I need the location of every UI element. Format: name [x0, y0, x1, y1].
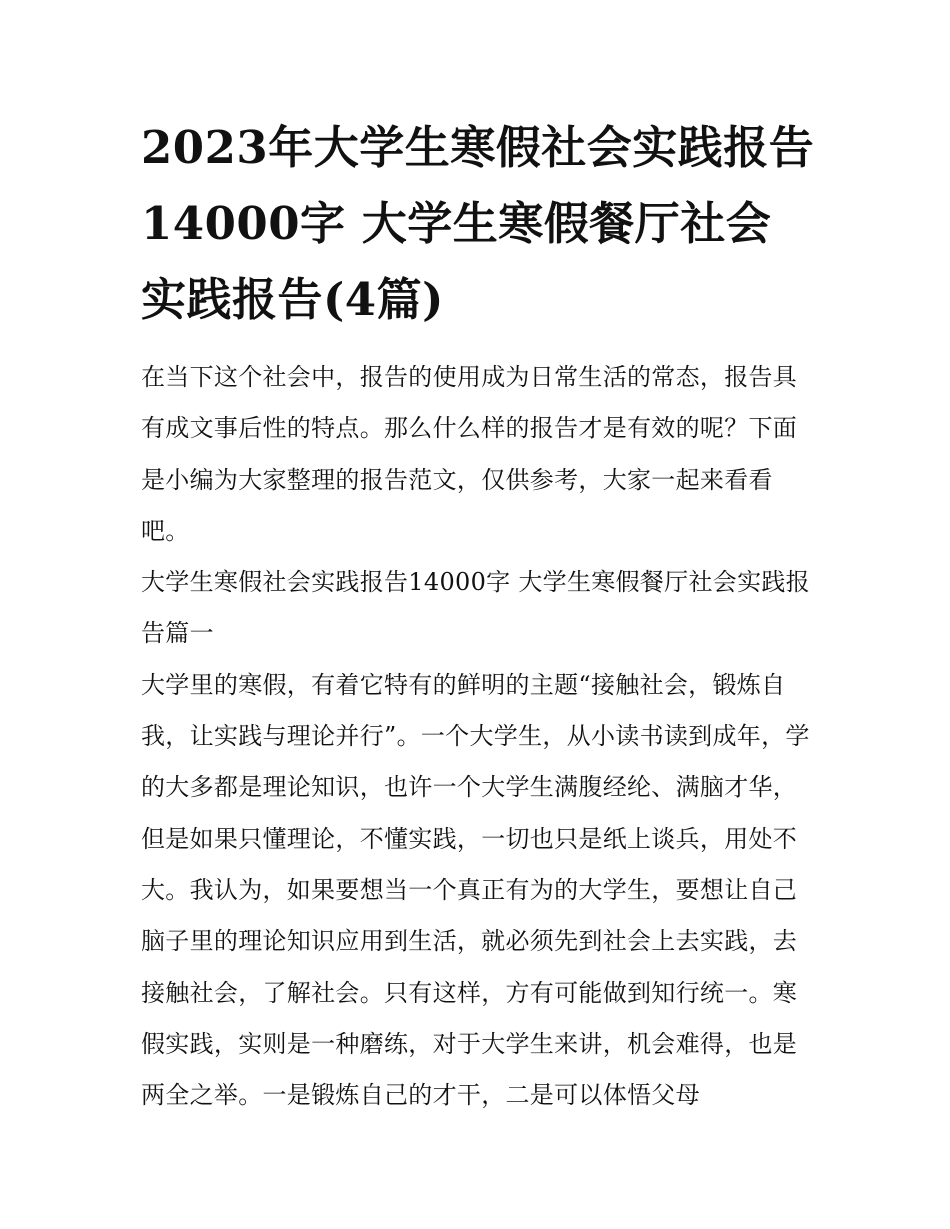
- section-heading: 大学生寒假社会实践报告14000字 大学生寒假餐厅社会实践报告篇一: [141, 568, 810, 648]
- document-title: 2023年大学生寒假社会实践报告14000字 大学生寒假餐厅社会实践报告(4篇): [141, 121, 815, 326]
- body-paragraph: 大学里的寒假，有着它特有的鲜明的主题“接触社会，锻炼自我，让实践与理论并行”。一个大学生，从小读书读到成年，学的大多都是理论知识，也许一个大学生满腹经纶、满脑才华，但是如果只懂理论，不懂实践，一切也只是纸上谈兵，用处不大。我认为，如果要想当一个真正有为的大学生，要想让自己脑子里的理论知识应用到生活，就必须先到社会上去实践，去接触社会，了解社会。只有这样，方有可能做到知行统一。寒假实践，实则是一种磨练，对于大学生来讲，机会难得，也是两全之举。一是锻炼自己的才干，二是可以体悟父母: [141, 670, 810, 1110]
- intro-paragraph: 在当下这个社会中，报告的使用成为日常生活的常态，报告具有成文事后性的特点。那么什么样的报告才是有效的呢？下面是小编为大家整理的报告范文，仅供参考，大家一起来看看吧。: [141, 363, 798, 545]
